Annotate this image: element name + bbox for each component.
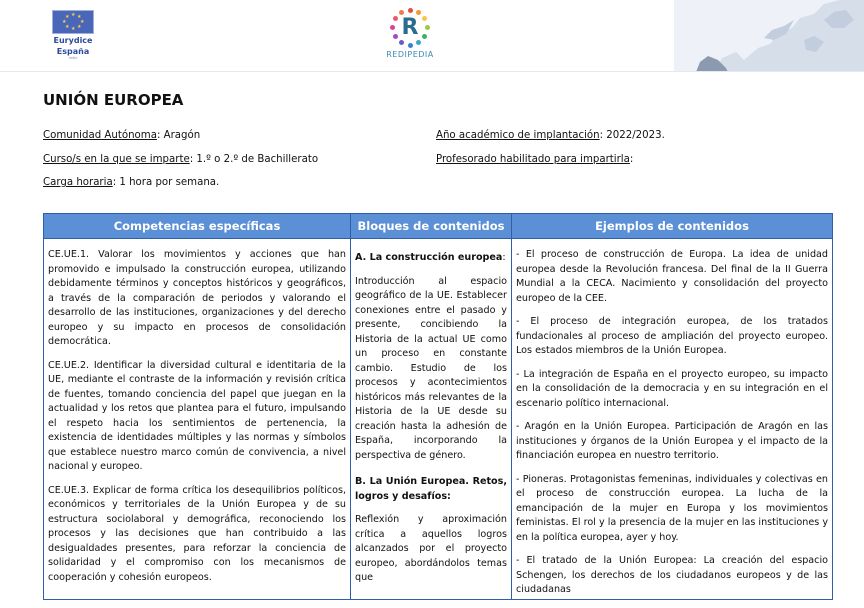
bloque-heading-text: B. La Unión Europea. Retos, logros y desafíos	[355, 476, 507, 502]
table-header-row	[44, 214, 833, 239]
meta-carga	[43, 177, 219, 188]
competencia-item: CE.UE.3. Explicar de forma crítica los desequilibrios políticos, económicos y territoriales de la Unión Europea y de su estructura sociolaboral y demográfica, reconociendo los procesos y las decisiones que han contribuido a las desigualdades presentes, para reforzar la conciencia de solidaridad y el compromiso con los mecanismos de cooperación y cohesión europeos.	[48, 484, 346, 583]
ejemplo-item: - El proceso de construcción de Europa. La idea de unidad europea desde la Revolución francesa. Del final de la II Guerra Mundial a la CECA. Nacimiento y consolidación del proyecto europeo de la CEE.	[516, 249, 828, 304]
europe-map-icon	[674, 0, 864, 72]
bloques-cell	[351, 239, 512, 600]
ejemplos-cell	[512, 239, 833, 600]
ejemplo-item: - El proceso de integración europea, de los tratados fundacionales al proceso de ampliación del proyecto europeo. Los estados miembros de la Unión Europea.	[516, 316, 828, 356]
eurydice-logo-sub: España	[56, 47, 90, 56]
meta-anio	[436, 130, 665, 141]
bloque-heading-suffix: :	[502, 252, 506, 263]
ejemplo-item: - Pioneras. Protagonistas femeninas, individuales y colectivas en el proceso de construcción europea. La lucha de la emancipación de la mujer en Europa y los movimientos feministas. El rol y la presencia de la mujer en las instituciones y en la política europea, ayer y hoy.	[516, 473, 828, 543]
table-row	[44, 239, 833, 600]
meta-profesorado	[436, 154, 633, 165]
meta-carga-value: : 1 hora por semana.	[112, 177, 220, 188]
header-competencias: Competencias específicas	[44, 214, 351, 239]
meta-comunidad	[43, 130, 200, 141]
competencia-item: CE.UE.2. Identificar la diversidad cultural e identitaria de la UE, mediante el contraste de la información y revisión crítica de fuentes, tomando conciencia del papel que juegan en la actualidad y los retos que plantea para el futuro, impulsando el respeto hacia los sentimientos de pertenencia, la existencia de identidades múltiples y las normas y símbolos que establece nuestro marco común de convivencia, a nivel nacional y europeo.	[48, 359, 346, 472]
bloque-text: Reflexión y aproximación crítica a aquellos logros alcanzados por el proyecto europeo, abordándolos temas que	[355, 514, 507, 583]
bloque-text: Introducción al espacio geográfico de la UE. Establecer conexiones entre el pasado y presente, concibiendo la Historia de la actual UE como un proceso en constante cambio. Estudio de los procesos y acontecimientos históricos más relevantes de la Historia de la UE desde su creación hasta la adhesión de España, incorporando la perspectiva de género.	[355, 275, 507, 461]
competencias-cell	[44, 239, 351, 600]
meta-profesorado-label: Profesorado habilitado para impartirla	[436, 154, 630, 165]
eu-flag-icon: ★ ★ ★ ★ ★ ★ ★ ★	[52, 10, 94, 34]
bloque-heading	[355, 475, 507, 504]
header-ejemplos: Ejemplos de contenidos	[512, 214, 833, 239]
meta-curso-value: : 1.º o 2.º de Bachillerato	[189, 154, 319, 165]
competencia-item: CE.UE.1. Valorar los movimientos y acciones que han promovido e impulsado la construcción europea, utilizando debidamente términos y conceptos históricos y geográficos, a través de la comparación de periodos y valorando el desarrollo de las instituciones, organizaciones y del derecho europeo y su impacto en procesos de consolidación democrática.	[48, 249, 346, 347]
eurydice-logo	[48, 10, 98, 66]
eurydice-logo-tagline: redie	[68, 56, 78, 60]
contents-table	[43, 213, 833, 600]
page-title: UNIÓN EUROPEA	[43, 91, 184, 109]
page-header	[0, 0, 864, 72]
bloque-heading	[355, 251, 507, 266]
ejemplo-item: - El tratado de la Unión Europea: La creación del espacio Schengen, los derechos de los ciudadanos europeos y de las ciudadanas	[516, 555, 828, 595]
meta-profesorado-value: :	[629, 154, 634, 165]
meta-anio-value: : 2022/2023.	[599, 130, 665, 141]
meta-anio-label: Año académico de implantación	[436, 130, 600, 141]
meta-curso-label: Curso/s en la que se imparte	[43, 154, 190, 165]
bloque-heading-text: A. La construcción europea	[355, 252, 503, 263]
redipedia-ring-icon	[390, 8, 430, 48]
meta-carga-label: Carga horaria	[43, 177, 113, 188]
bloque-heading-suffix: :	[447, 490, 451, 502]
meta-comunidad-value: : Aragón	[156, 130, 201, 141]
meta-comunidad-label: Comunidad Autónoma	[43, 130, 157, 141]
ejemplo-item: - Aragón en la Unión Europea. Participación de Aragón en las instituciones y órganos de la Unión Europea y el impacto de la financiación europea en nuestro territorio.	[516, 421, 828, 461]
meta-curso	[43, 154, 318, 165]
redipedia-logo	[380, 8, 440, 68]
header-divider	[0, 71, 864, 72]
redipedia-letter: R	[401, 15, 419, 40]
header-bloques: Bloques de contenidos	[351, 214, 512, 239]
ejemplo-item: - La integración de España en el proyecto europeo, su impacto en la consolidación de la democracia y en su integración en el escenario político internacional.	[516, 368, 828, 409]
redipedia-logo-name: REDIPEDIA	[386, 50, 434, 59]
eurydice-logo-name: Eurydice	[53, 36, 93, 45]
